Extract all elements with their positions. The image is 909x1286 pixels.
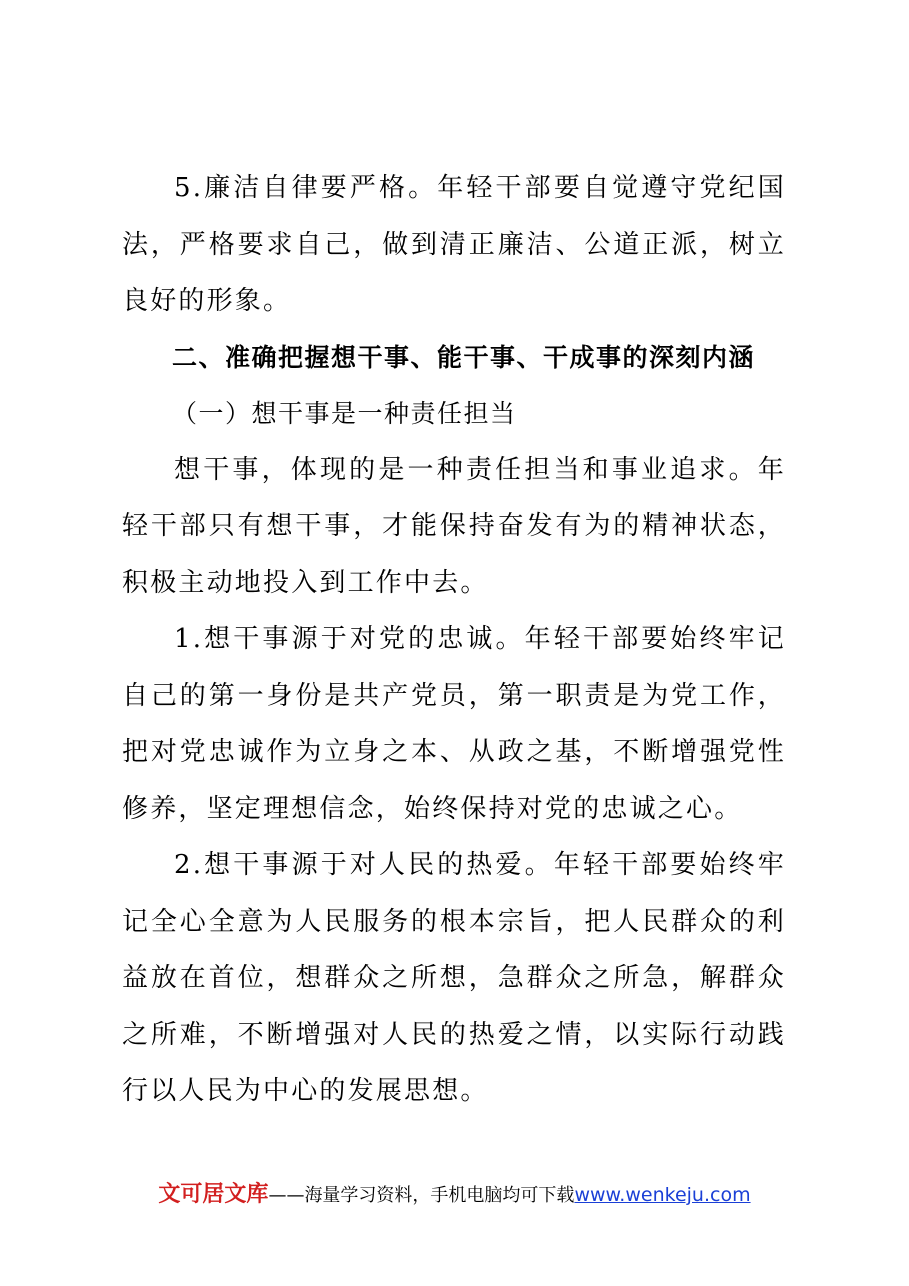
paragraph-integrity: 5.廉洁自律要严格。年轻干部要自觉遵守党纪国法，严格要求自己，做到清正廉洁、公道正派，树立良好的形象。	[122, 173, 786, 316]
paragraph-loyalty: 1.想干事源于对党的忠诚。年轻干部要始终牢记自己的第一身份是共产党员，第一职责是为党工作，把对党忠诚作为立身之本、从政之基，不断增强党性修养，坚定理想信念，始终保持对党的忠诚之心。	[122, 624, 786, 824]
footer-banner	[0, 1180, 909, 1211]
paragraph-people: 2.想干事源于对人民的热爱。年轻干部要始终牢记全心全意为人民服务的根本宗旨，把人民群众的利益放在首位，想群众之所想，急群众之所急，解群众之所难，不断增强对人民的热爱之情，以实际行动践行以人民为中心的发展思想。	[122, 850, 786, 1106]
document-body	[122, 160, 786, 1120]
subsection-heading: （一）想干事是一种责任担当	[172, 398, 517, 428]
footer-dash: ——	[268, 1185, 305, 1206]
paragraph-intro: 想干事，体现的是一种责任担当和事业追求。年轻干部只有想干事，才能保持奋发有为的精神状态，积极主动地投入到工作中去。	[122, 454, 786, 598]
website-link[interactable]: www.wenkeju.com	[574, 1184, 751, 1206]
brand-name: 文可居文库	[158, 1182, 269, 1207]
footer-slogan: 海量学习资料，手机电脑均可下载	[304, 1185, 575, 1206]
section-heading: 二、准确把握想干事、能干事、干成事的深刻内涵	[172, 342, 756, 372]
